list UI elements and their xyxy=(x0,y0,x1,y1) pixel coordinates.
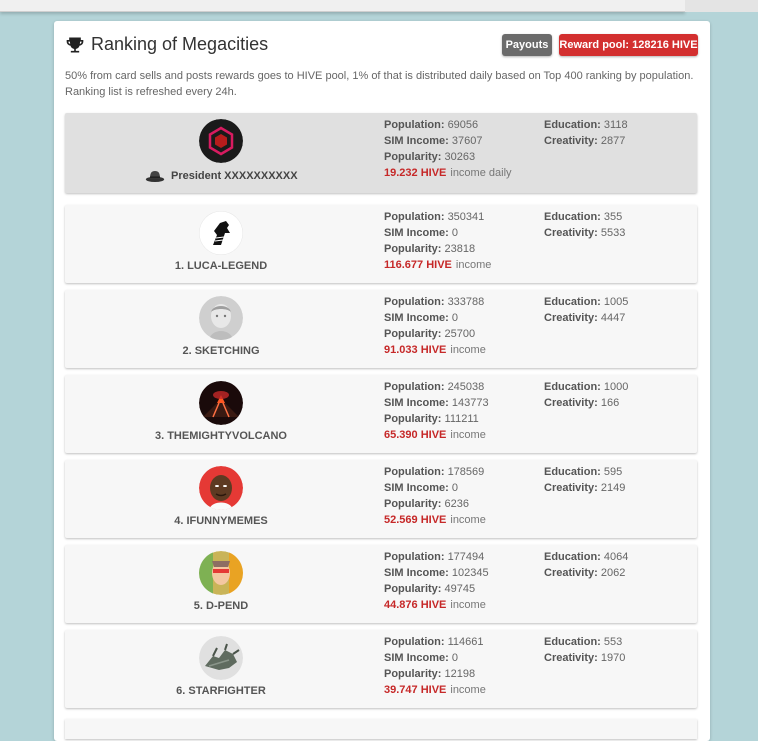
avatar-col xyxy=(65,545,377,623)
stats-left: Population: 177494 SIM Income: 102345 Popularity: 49745 44.876 HIVE income xyxy=(384,551,489,611)
rank-name: 4. IFUNNYMEMES xyxy=(174,515,268,527)
avatar xyxy=(199,381,243,425)
stats-left: Population: 178569 SIM Income: 0 Popularity: 6236 52.569 HIVE income xyxy=(384,466,486,526)
ranking-row[interactable] xyxy=(65,205,697,283)
avatar xyxy=(199,636,243,680)
hive-income: 39.747 HIVE xyxy=(384,684,447,696)
stats-left: Population: 114661 SIM Income: 0 Popularity: 12198 39.747 HIVE income xyxy=(384,636,486,696)
hat-icon xyxy=(145,169,165,183)
president-label xyxy=(145,169,298,183)
avatar xyxy=(199,466,243,510)
popularity-value: 25700 xyxy=(444,328,476,340)
hive-income: 65.390 HIVE xyxy=(384,429,447,441)
income-suffix: income xyxy=(455,259,492,271)
population-value: 333788 xyxy=(447,296,485,308)
sim-income-value: 0 xyxy=(451,227,458,239)
stats-right: Education: 355 Creativity: 5533 xyxy=(544,211,626,239)
stats-right: Education: 1005 Creativity: 4447 xyxy=(544,296,629,324)
avatar xyxy=(199,119,243,163)
sim-income-value: 0 xyxy=(451,312,458,324)
popularity-value: 6236 xyxy=(444,498,469,510)
income-suffix: income xyxy=(450,429,486,441)
ranking-panel xyxy=(54,21,710,741)
title-wrap xyxy=(65,34,268,55)
stats-left: Population: 333788 SIM Income: 0 Popularity: 25700 91.033 HIVE income xyxy=(384,296,486,356)
description: 50% from card sells and posts rewards goes to HIVE pool, 1% of that is distributed daily based on Top 400 ranking by population. Ranking list is refreshed every 24h. xyxy=(65,70,694,98)
avatar-col xyxy=(65,375,377,453)
income-suffix: income xyxy=(450,599,486,611)
stats-left: Population: 69056 SIM Income: 37607 Popularity: 30263 19.232 HIVE income daily xyxy=(384,119,512,179)
president-name: President XXXXXXXXXX xyxy=(171,170,298,182)
hive-income: 52.569 HIVE xyxy=(384,514,447,526)
population-value: 177494 xyxy=(447,551,485,563)
popularity-value: 30263 xyxy=(444,151,476,163)
sim-income-value: 0 xyxy=(451,482,458,494)
popularity-value: 23818 xyxy=(444,243,476,255)
rank-name: 1. LUCA-LEGEND xyxy=(174,260,268,272)
ranking-row[interactable] xyxy=(65,375,697,453)
education-value: 553 xyxy=(603,636,623,648)
population-value: 69056 xyxy=(447,119,479,131)
avatar-col xyxy=(65,630,377,708)
education-value: 1000 xyxy=(603,381,629,393)
avatar-col xyxy=(65,113,377,193)
rank-name: 6. STARFIGHTER xyxy=(176,685,266,697)
ranking-row[interactable] xyxy=(65,545,697,623)
panel-header xyxy=(65,34,699,58)
page-title: Ranking of Megacities xyxy=(91,34,269,54)
stats-right: Education: 553 Creativity: 1970 xyxy=(544,636,626,664)
ranking-row[interactable] xyxy=(65,460,697,538)
popularity-value: 49745 xyxy=(444,583,476,595)
creativity-value: 1970 xyxy=(600,652,626,664)
avatar-col xyxy=(65,290,377,368)
ranking-row-partial[interactable] xyxy=(65,719,697,739)
popularity-value: 111211 xyxy=(444,413,479,425)
stats-left: Population: 245038 SIM Income: 143773 Popularity: 111211 65.390 HIVE income xyxy=(384,381,489,441)
population-value: 178569 xyxy=(447,466,485,478)
popularity-value: 12198 xyxy=(444,668,476,680)
sim-income-value: 102345 xyxy=(451,567,489,579)
avatar xyxy=(199,551,243,595)
payouts-button[interactable]: Payouts xyxy=(502,34,552,56)
income-suffix: income xyxy=(450,344,486,356)
sim-income-value: 0 xyxy=(451,652,458,664)
ranking-row[interactable] xyxy=(65,630,697,708)
education-value: 355 xyxy=(603,211,623,223)
population-value: 350341 xyxy=(447,211,485,223)
income-suffix: income daily xyxy=(450,167,512,179)
income-suffix: income xyxy=(450,514,486,526)
rank-name: 3. THEMIGHTYVOLCANO xyxy=(154,430,287,442)
stats-left: Population: 350341 SIM Income: 0 Popularity: 23818 116.677 HIVE income xyxy=(384,211,492,271)
education-value: 3118 xyxy=(603,119,628,131)
top-bar xyxy=(0,0,685,12)
creativity-value: 5533 xyxy=(600,227,626,239)
education-value: 595 xyxy=(603,466,623,478)
sim-income-value: 37607 xyxy=(451,135,483,147)
stats-right: Education: 1000 Creativity: 166 xyxy=(544,381,629,409)
ranking-row[interactable] xyxy=(65,290,697,368)
stats-right: Education: 3118 Creativity: 2877 xyxy=(544,119,628,147)
hive-income: 44.876 HIVE xyxy=(384,599,447,611)
rank-name: 2. SKETCHING xyxy=(182,345,260,357)
trophy-icon xyxy=(65,35,85,55)
population-value: 245038 xyxy=(447,381,485,393)
avatar xyxy=(199,296,243,340)
avatar xyxy=(199,211,243,255)
creativity-value: 2149 xyxy=(600,482,626,494)
rank-name: 5. D-PEND xyxy=(193,600,249,612)
education-value: 1005 xyxy=(603,296,629,308)
creativity-value: 4447 xyxy=(600,312,626,324)
stats-right: Education: 4064 Creativity: 2062 xyxy=(544,551,629,579)
hive-income: 19.232 HIVE xyxy=(384,167,447,179)
top-bar-right xyxy=(685,0,758,12)
hive-income: 91.033 HIVE xyxy=(384,344,447,356)
income-suffix: income xyxy=(450,684,486,696)
creativity-value: 2877 xyxy=(600,135,626,147)
reward-pool-button[interactable]: Reward pool: 128216 HIVE xyxy=(559,34,698,56)
president-row[interactable] xyxy=(65,113,697,193)
creativity-value: 166 xyxy=(600,397,620,409)
creativity-value: 2062 xyxy=(600,567,626,579)
education-value: 4064 xyxy=(603,551,629,563)
hive-income: 116.677 HIVE xyxy=(384,259,452,271)
population-value: 114661 xyxy=(447,636,484,648)
sim-income-value: 143773 xyxy=(451,397,489,409)
stats-right: Education: 595 Creativity: 2149 xyxy=(544,466,626,494)
avatar-col xyxy=(65,460,377,538)
avatar-col xyxy=(65,205,377,283)
